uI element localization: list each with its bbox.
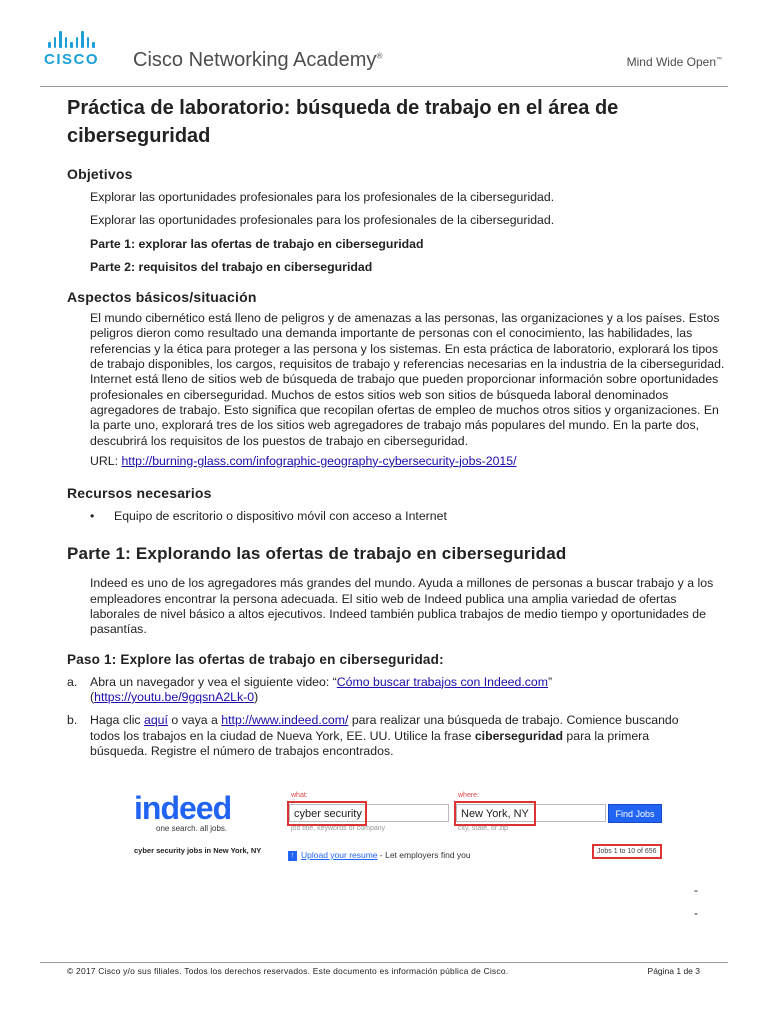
jobs-count-badge: Jobs 1 to 10 of 656 xyxy=(592,844,662,859)
cisco-wordmark: CISCO xyxy=(44,51,100,68)
step-a: a. Abra un navegador y vea el siguiente video: “Cómo buscar trabajos con Indeed.com” (https://youtu.be/9gqsnA2Lk-0) xyxy=(67,674,553,704)
where-highlight xyxy=(454,801,536,826)
document-body xyxy=(67,94,727,759)
page-header xyxy=(0,0,768,90)
where-hint: city, state, or zip xyxy=(458,825,509,832)
upload-icon: ↑ xyxy=(288,851,297,861)
what-input[interactable]: cyber security xyxy=(289,804,449,822)
background-text: El mundo cibernético está lleno de peligros y de amenazas a las personas, las organizaciones y a los países. Estos peligros dieron como resultado una demanda importante de personas con el conocimiento, las habilidades, las referencias y la ética para proteger a las persona y los sistemas. En esta práctica de laboratorio, explorará los tipos de trabajo disponibles, los cargos, requisitos de trabajo y referencias necesarias en la industria de la ciberseguridad. Internet está lleno de sitios web de búsqueda de trabajo que pueden proporcionar información sobre oportunidades profesionales en ciberseguridad. Muchos de estos sitios web son sitios de búsqueda laboral denominados agregadores de trabajo. Esto significa que recopilan ofertas de empleo de muchos otros sitios y organizaciones. En la parte uno, explorará tres de los sitios web agregadores de trabajo más populares del mundo. En la parte dos, descubrirá los requisitos de los puestos de trabajo en ciberseguridad. xyxy=(90,311,725,448)
aqui-link[interactable]: aquí xyxy=(144,713,168,728)
youtube-link[interactable]: https://youtu.be/9gqsnA2Lk-0 xyxy=(94,689,255,704)
jobs-for-caption: cyber security jobs in New York, NY xyxy=(134,846,262,855)
part1-heading: Parte 1: Explorando las ofertas de trabajo en ciberseguridad xyxy=(67,544,567,564)
indeed-video-link[interactable]: Cómo buscar trabajos con Indeed.com xyxy=(336,674,548,689)
background-url: URL: http://burning-glass.com/infographic-geography-cybersecurity-jobs-2015/ xyxy=(90,453,517,468)
indeed-site-link[interactable]: http://www.indeed.com/ xyxy=(221,713,349,728)
objective-item-1: Explorar las oportunidades profesionales para los profesionales de la ciberseguridad. xyxy=(90,190,555,204)
part1-text: Indeed es uno de los agregadores más grandes del mundo. Ayuda a millones de personas a buscar trabajo y a los empleadores encontrar la persona adecuada. El sitio web de Indeed publica una amplia variedad de ofertas laborales de nivel básico a altos ejecutivos. Indeed también publica trabajos de medio tiempo y oportunidades de pasantías. xyxy=(90,576,714,637)
what-hint: job title, keywords or company xyxy=(291,825,386,832)
where-label: where: xyxy=(458,792,480,799)
answer-line-1: - xyxy=(694,883,698,897)
resource-item: • Equipo de escritorio o dispositivo móvil con acceso a Internet xyxy=(90,509,447,524)
objective-item-2: Explorar las oportunidades profesionales para los profesionales de la ciberseguridad. xyxy=(90,213,555,228)
find-jobs-button[interactable]: Find Jobs xyxy=(608,804,662,823)
indeed-tagline: one search. all jobs. xyxy=(156,824,228,833)
objective-part-1: Parte 1: explorar las ofertas de trabajo en ciberseguridad xyxy=(90,236,424,251)
what-label: what: xyxy=(291,792,308,799)
resources-heading: Recursos necesarios xyxy=(67,485,212,502)
academy-title: Cisco Networking Academy® xyxy=(133,49,383,71)
page-title: Práctica de laboratorio: búsqueda de trabajo en el área de ciberseguridad xyxy=(67,97,619,147)
upload-resume: ↑ Upload your resume - Let employers find you xyxy=(288,850,471,861)
footer-divider xyxy=(40,962,728,963)
background-heading: Aspectos básicos/situación xyxy=(67,289,257,306)
what-highlight xyxy=(287,801,367,826)
upload-resume-link[interactable]: Upload your resume xyxy=(301,850,378,860)
objective-part-2: Parte 2: requisitos del trabajo en ciberseguridad xyxy=(90,259,373,274)
tagline: Mind Wide Open™ xyxy=(626,55,722,69)
footer-page-number: Página 1 de 3 xyxy=(647,966,700,976)
footer-copyright: © 2017 Cisco y/o sus filiales. Todos los derechos reservados. Este documento es información pública de Cisco. xyxy=(67,966,509,976)
burning-glass-link[interactable]: http://burning-glass.com/infographic-geography-cybersecurity-jobs-2015/ xyxy=(121,453,517,468)
cisco-logo xyxy=(44,30,99,68)
objectives-heading: Objetivos xyxy=(67,166,133,182)
step-b: b. Haga clic aquí o vaya a http://www.indeed.com/ para realizar una búsqueda de trabajo. Comience buscando todos los trabajos en la ciudad de Nueva York, EE. UU. Utilice la frase ciberseguridad para la primera búsqueda. Registre el número de trabajos encontrados. xyxy=(67,713,679,758)
step1-heading: Paso 1: Explore las ofertas de trabajo en ciberseguridad: xyxy=(67,651,444,667)
where-input[interactable]: New York, NY xyxy=(456,804,606,822)
header-divider xyxy=(40,86,728,87)
bullet-icon: • xyxy=(90,509,95,524)
indeed-screenshot xyxy=(134,788,664,868)
indeed-logo: indeed xyxy=(134,790,232,826)
answer-line-2: - xyxy=(694,906,698,920)
cisco-bars-icon xyxy=(48,30,99,48)
